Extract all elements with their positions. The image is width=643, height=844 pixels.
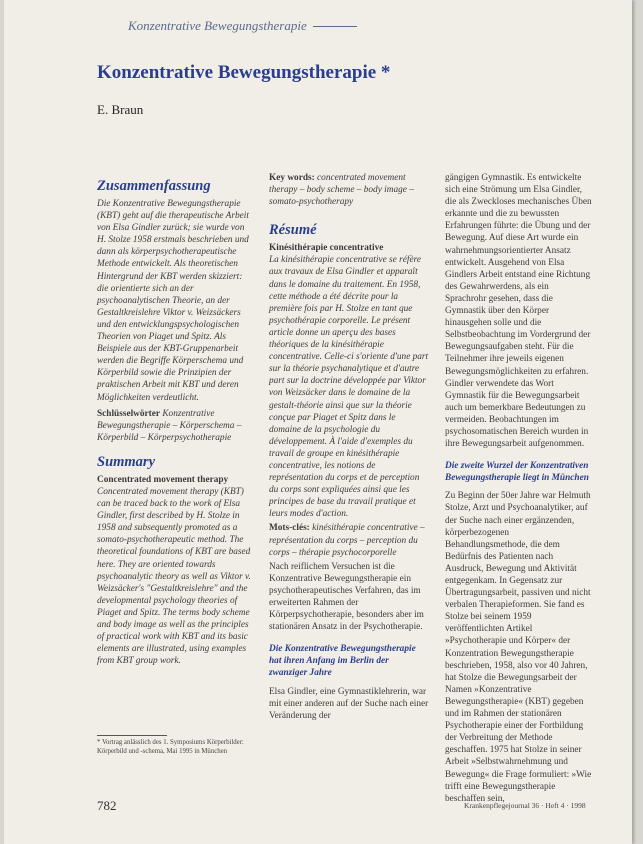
journal-page xyxy=(4,0,632,844)
keywords-label: Key words: xyxy=(269,173,315,183)
mots-cles-label: Mots-clés: xyxy=(269,523,310,534)
body-paragraph-4: Zu Beginn der 50er Jahre war Helmuth Stolze, Arzt und Psychoanalytiker, auf der Suche nach einer ergänzenden, körperbezogenen Behandlungsmethode, die dem Bedürfnis des Patienten nach Ausdruck, Bewegung und Aktivität entgegenkam. In Gegensatz zur Übertragungsarbeit, passiven und nicht verbalen Therapieformen. Sie fand es Stolze bei seinem 1959 veröffentlichten Artikel »Psychotherapie und Körper« der Konzentration Bewegungstherapie beschrieben, 1958, also vor 40 Jahren, hat Stolze die Bewegungsarbeit der Namen »Konzentrative Bewegungstherapie« (KBT) gegeben und im Rahmen der stationären Psychotherapie einer der Fortbildung der Verbreitung der Methode geschaffen. 1975 hat Stolze in seiner Arbeit »Selbstwahrnehmung und Bewegung« die Frage formuliert: »Wie trifft eine Bewegungstherapie beschaffen sein, xyxy=(445,491,592,804)
article-title: Konzentrative Bewegungstherapie * xyxy=(97,62,391,83)
zusammenfassung-heading: Zusammenfassung xyxy=(97,178,211,194)
summary-heading: Summary xyxy=(97,453,156,470)
running-head-rule xyxy=(313,26,357,27)
footnote-text: * Vortrag anlässlich des 1. Symposiums Körperbilder: Körperbild und -schema, Mai 1995 in München xyxy=(97,739,244,755)
zusammenfassung-text: Die Konzentrative Bewegungstherapie (KBT) geht auf die therapeutische Arbeit von Elsa Gindler zurück; sie wurde von H. Stolze 1958 erstmals beschrieben und dann als körperpsychotherapeutische Methode entwickelt. Als theoretischen Hintergrund der KBT werden skizziert: die orientierte sich an der psychoanalytischen Theorie, an der Gestaltkreislehre Viktor v. Weizsäckers und den entwicklungspsychologischen Theorien von Piaget und Spitz. Als Beispiele aus der KBT-Gruppenarbeit werden die Begriffe Körperschema und Körperbild sowie die Prinzipien der praktischen Arbeit mit KBT und deren Möglichkeiten verdeutlicht. xyxy=(97,199,249,403)
schluesselwoerter-label: Schlüsselwörter xyxy=(97,408,161,419)
subsection-heading-muenchen: Die zweite Wurzel der Konzentrativen Bewegungstherapie liegt in München xyxy=(445,461,589,484)
keywords xyxy=(269,172,429,208)
schluesselwoerter-text: Konzentrative Bewegungstherapie – Körperschema – Körperbild – Körperpsychotherapie xyxy=(97,408,242,443)
body-paragraph-1: Nach reiflichem Versuchen ist die Konzentrative Bewegungstherapie ein psychotherapeutisches Verfahren, das im erweiterten Rahmen der Körperpsychotherapie, besonders aber im stationären Ansatz in der Psychotherapie. xyxy=(269,561,424,633)
article-author: E. Braun xyxy=(97,102,144,117)
summary-text: Concentrated movement therapy (KBT) can be traced back to the work of Elsa Gindler, first described by H. Stolze in 1958 and subsequently promoted as a somato-psychotherapeutic method. The theoretical foundations of KBT are based here. They are oriented towards psychoanalytic theory as well as Viktor v. Weizsäcker's "Gestaltkreislehre" and the developmental psychology theories of Piaget and Spitz. The terms body scheme and body image as well as the principles of practical work with KBT and its basic elements are illustrated, using examples from KBT group work. xyxy=(97,486,251,667)
running-head-text: Konzentrative Bewegungstherapie xyxy=(128,18,307,33)
page-number: 782 xyxy=(97,798,117,813)
mots-cles xyxy=(269,522,429,558)
schluesselwoerter xyxy=(97,408,255,444)
footnote xyxy=(97,735,257,756)
column-2 xyxy=(269,172,429,722)
keywords-text: concentrated movement therapy – body scheme – body image – somato-psychotherapy xyxy=(269,173,414,208)
body-paragraph-3: gängigen Gymnastik. Es entwickelte sich eine Strömung um Elsa Gindler, die als Zweckloses mechanisches Üben erkannte und die zu bewussten Erfahrungen führte: die Übung und der Bewegung. Auf diese Art wurde ein wahrnehmungsorientierter Ansatz entwickelt. Ausgehend von Elsa Gindlers Arbeit entstand eine Richtung des Gewahrwerdens, als ein Sprachrohr gesehen, dass die Gymnastik über den Körper hinausgehen solle und die Selbstbeobachtung im Vordergrund der Bewegungsaufgaben steht. Für die Teilnehmer ihre jeweils eigenen Bewegungsmöglichkeiten zu erfahren. Gindler verwendete das Wort Gymnastik für die Bewegungsarbeit auch um bemerkbare Bedeutungen zu vermeiden. Beobachtungen im psychosomatischen Bereich wurden in ihre Bewegungsarbeit aufgenommen. xyxy=(445,173,592,450)
resume-text: La kinésithérapie concentrative se réfère aux travaux de Elsa Gindler et apparaît dans le domaine du traitement. En 1958, cette méthode a été décrite pour la première fois par H. Stolze en tant que psychothérapie corporelle. Le présent article donne un aperçu des bases théoriques de la kinésithérapie concentrative. Celle-ci s'oriente d'une part sur la théorie psychanalytique et d'autre part sur la doctrine développée par Viktor von Weizsäcker dans le domaine de la gestalt-théorie ainsi que sur la théorie conçue par Piaget et Spitz dans le domaine de la psychologie du développement. À l'aide d'exemples du travail de groupe en kinésithérapie concentrative, les notions de représentation du corps et de perception du corps sont expliquées ainsi que les principes de base du travail pratique et leurs modes d'action. xyxy=(269,255,429,520)
resume-heading: Résumé xyxy=(269,222,317,239)
column-1 xyxy=(97,172,255,667)
journal-footer: Krankenpflegejournal 36 · Heft 4 · 1998 xyxy=(464,801,586,810)
footnote-rule xyxy=(97,735,167,736)
column-3 xyxy=(445,172,592,805)
running-head xyxy=(128,18,357,34)
body-paragraph-2: Elsa Gindler, eine Gymnastiklehrerin, war mit einer anderen auf der Suche nach einer Veränderung der xyxy=(269,686,429,721)
summary-title: Concentrated movement therapy xyxy=(97,474,229,485)
subsection-heading-berlin: Die Konzentrative Bewegungstherapie hat ihren Anfang im Berlin der zwanziger Jahre xyxy=(269,644,416,679)
mots-cles-text: kinésithérapie concentrative – représentation du corps – perception du corps – thérapie psychocorporelle xyxy=(269,523,425,558)
resume-title: Kinésithérapie concentrative xyxy=(269,243,384,254)
